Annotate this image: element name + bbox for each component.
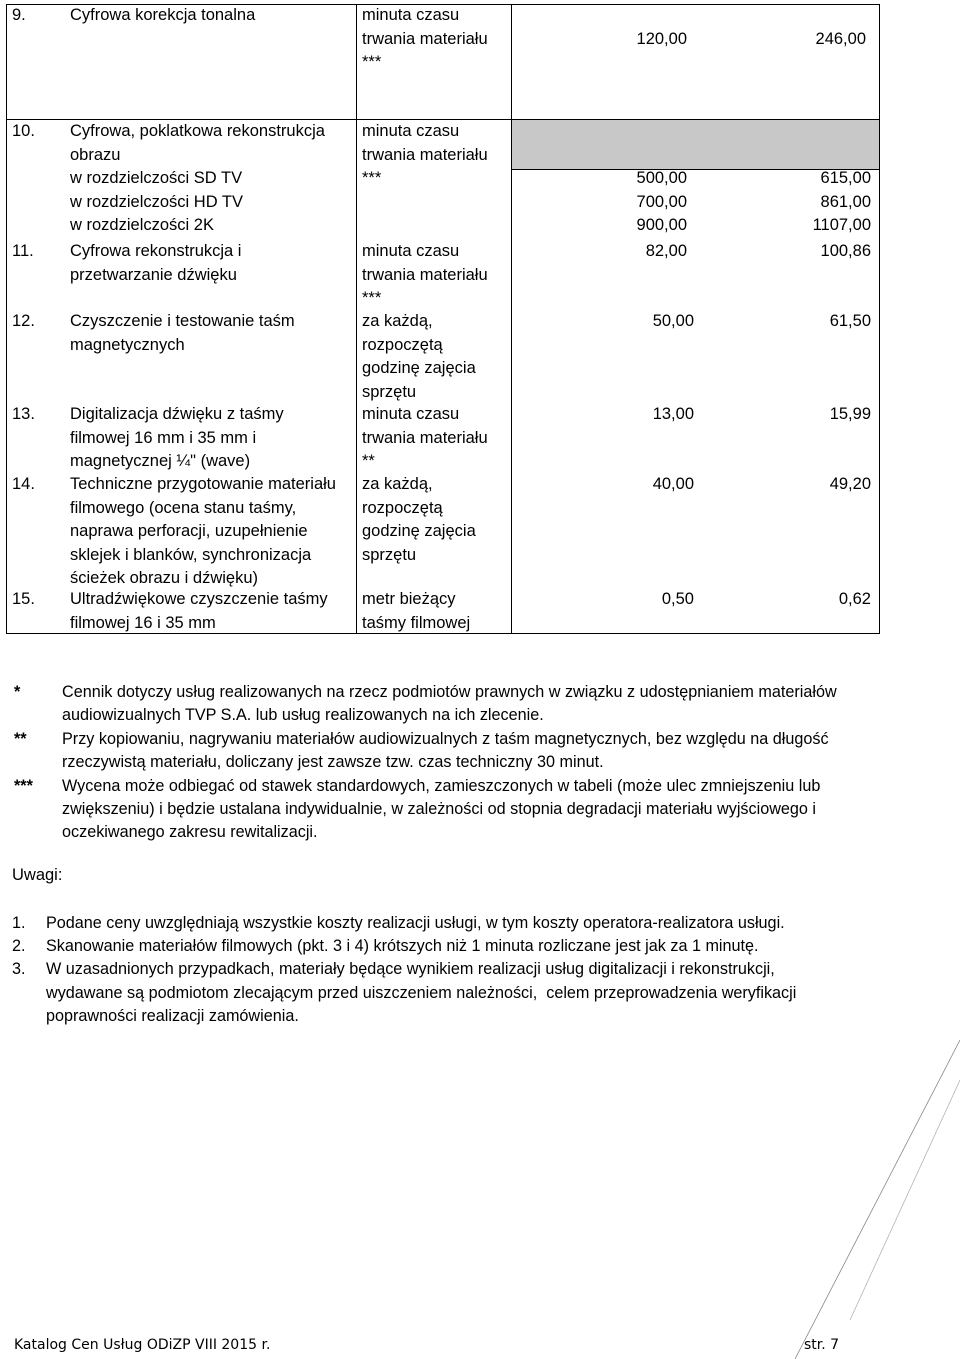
row11-no: 11. — [12, 242, 34, 260]
footnote-3-line-2: zwiększeniu) i będzie ustalana indywidualnie, w zależności od stopnia degradacji materiału wyjściowego i — [62, 800, 817, 818]
row13-unit-3: ** — [362, 452, 375, 470]
row13-name-1: Digitalizacja dźwięku z taśmy — [70, 405, 284, 423]
footnote-2-mark: ** — [14, 730, 27, 748]
row9-no: 9. — [12, 6, 26, 24]
row15-price-net: 0,50 — [661, 590, 694, 608]
row14-name-2: filmowego (ocena stanu taśmy, — [70, 498, 297, 517]
row14-unit-1: za każdą, — [362, 475, 433, 493]
row14-no: 14. — [12, 475, 35, 493]
row15-no: 15. — [12, 590, 35, 608]
row10-unit-2: trwania materiału — [362, 145, 488, 164]
row13-unit-1: minuta czasu — [362, 405, 460, 423]
remark-2-line-1: Skanowanie materiałów filmowych (pkt. 3 i 4) krótszych niż 1 minuta rozliczane jest jak za 1 minutę. — [46, 937, 759, 955]
footnote-2-line-2: rzeczywistą materiału, doliczany jest zawsze tzw. czas techniczny 30 minut. — [62, 753, 604, 771]
row9-unit-1: minuta czasu — [362, 6, 460, 24]
row11-unit-1: minuta czasu — [362, 242, 460, 260]
remark-3-no: 3. — [12, 960, 26, 978]
row12-name-1: Czyszczenie i testowanie taśm — [70, 312, 295, 330]
row11-name-1: Cyfrowa rekonstrukcja i — [70, 242, 242, 260]
row9-price-gross: 246,00 — [815, 30, 866, 48]
row13-price-gross: 15,99 — [829, 405, 871, 423]
row11-price-net: 82,00 — [645, 242, 687, 260]
row10-sub2-net: 700,00 — [636, 192, 687, 211]
row10-sub3-name: w rozdzielczości 2K — [70, 216, 214, 234]
remarks-title: Uwagi: — [12, 866, 63, 884]
row15-name-1: Ultradźwiękowe czyszczenie taśmy — [70, 590, 328, 608]
row10-name-2: obrazu — [70, 145, 121, 164]
row14-unit-3: godzinę zajęcia — [362, 522, 476, 540]
footnote-3-line-3: oczekiwanego zakresu rewitalizacji. — [62, 823, 318, 841]
row11-price-gross: 100,86 — [820, 242, 871, 260]
remark-1-line-1: Podane ceny uwzględniają wszystkie koszty realizacji usługi, w tym koszty operatora-realizatora usługi. — [46, 914, 785, 932]
row10-sub1-gross: 615,00 — [820, 169, 871, 187]
row11-name-2: przetwarzanie dźwięku — [70, 265, 237, 284]
row11-unit-3: *** — [362, 289, 382, 307]
row9-name: Cyfrowa korekcja tonalna — [70, 6, 256, 24]
remark-2-no: 2. — [12, 937, 26, 955]
row12-unit-4: sprzętu — [362, 382, 417, 401]
row10-sub1-name: w rozdzielczości SD TV — [70, 169, 243, 187]
row10-unit-3: *** — [362, 169, 382, 187]
row14-price-gross: 49,20 — [829, 475, 871, 493]
row10-name-1: Cyfrowa, poklatkowa rekonstrukcja — [70, 122, 325, 140]
remark-3-line-1: W uzasadnionych przypadkach, materiały będące wynikiem realizacji usług digitalizacji i rekonstrukcji, — [46, 960, 775, 978]
row9-price-net: 120,00 — [636, 30, 687, 48]
row12-unit-3: godzinę zajęcia — [362, 359, 476, 377]
row11-unit-2: trwania materiału — [362, 265, 488, 284]
row12-unit-2: rozpoczętą — [362, 335, 443, 354]
row9-unit-3: *** — [362, 53, 382, 71]
row10-no: 10. — [12, 122, 35, 140]
footnote-1-line-1: Cennik dotyczy usług realizowanych na rzecz podmiotów prawnych w związku z udostępnianiem materiałów — [62, 683, 837, 701]
footnote-3-mark: *** — [14, 777, 33, 795]
footnote-1-mark: * — [14, 683, 21, 701]
row12-price-net: 50,00 — [652, 312, 694, 330]
row10-sub1-net: 500,00 — [636, 169, 687, 187]
row15-name-2: filmowej 16 i 35 mm — [70, 613, 216, 632]
remark-3-line-2: wydawane są podmiotom zlecającym przed uiszczeniem należności, celem przeprowadzenia weryfikacji — [46, 984, 797, 1002]
row14-name-3: naprawa perforacji, uzupełnienie — [70, 522, 308, 540]
row12-name-2: magnetycznych — [70, 335, 185, 354]
row14-name-5: ścieżek obrazu i dźwięku) — [70, 569, 258, 587]
remark-3-line-3: poprawności realizacji zamówienia. — [46, 1007, 299, 1025]
row9-unit-2: trwania materiału — [362, 29, 488, 48]
row10-unit-1: minuta czasu — [362, 122, 460, 140]
row15-price-gross: 0,62 — [838, 590, 871, 608]
footer-left: Katalog Cen Usług ODiZP VIII 2015 r. — [14, 1337, 271, 1353]
row10-sub3-gross: 1107,00 — [812, 216, 871, 234]
footer-page-number: str. 7 — [804, 1337, 840, 1353]
footnote-1-line-2: audiowizualnych TVP S.A. lub usług realizowanych na ich zlecenie. — [62, 706, 544, 724]
row14-price-net: 40,00 — [652, 475, 694, 493]
row15-unit-1: metr bieżący — [362, 590, 456, 608]
row10-sub3-net: 900,00 — [636, 216, 687, 234]
row13-name-3: magnetycznej ¼" (wave) — [70, 452, 251, 470]
row12-no: 12. — [12, 312, 35, 330]
row13-no: 13. — [12, 405, 35, 423]
row10-sub2-gross: 861,00 — [820, 192, 871, 211]
row13-price-net: 13,00 — [652, 405, 694, 423]
remark-1-no: 1. — [12, 914, 26, 932]
footnote-2-line-1: Przy kopiowaniu, nagrywaniu materiałów audiowizualnych z taśm magnetycznych, bez względu na długość — [62, 730, 829, 748]
row12-price-gross: 61,50 — [829, 312, 871, 330]
row14-unit-4: sprzętu — [362, 545, 417, 564]
row14-name-4: sklejek i blanków, synchronizacja — [70, 545, 312, 564]
row13-name-2: filmowej 16 mm i 35 mm i — [70, 428, 257, 447]
row13-unit-2: trwania materiału — [362, 428, 488, 447]
row14-name-1: Techniczne przygotowanie materiału — [70, 475, 336, 493]
footnote-3-line-1: Wycena może odbiegać od stawek standardowych, zamieszczonych w tabeli (może ulec zmniejszeniu lub — [62, 777, 821, 795]
row15-unit-2: taśmy filmowej — [362, 613, 471, 632]
row10-sub2-name: w rozdzielczości HD TV — [70, 192, 243, 211]
row12-unit-1: za każdą, — [362, 312, 433, 330]
row14-unit-2: rozpoczętą — [362, 498, 443, 517]
